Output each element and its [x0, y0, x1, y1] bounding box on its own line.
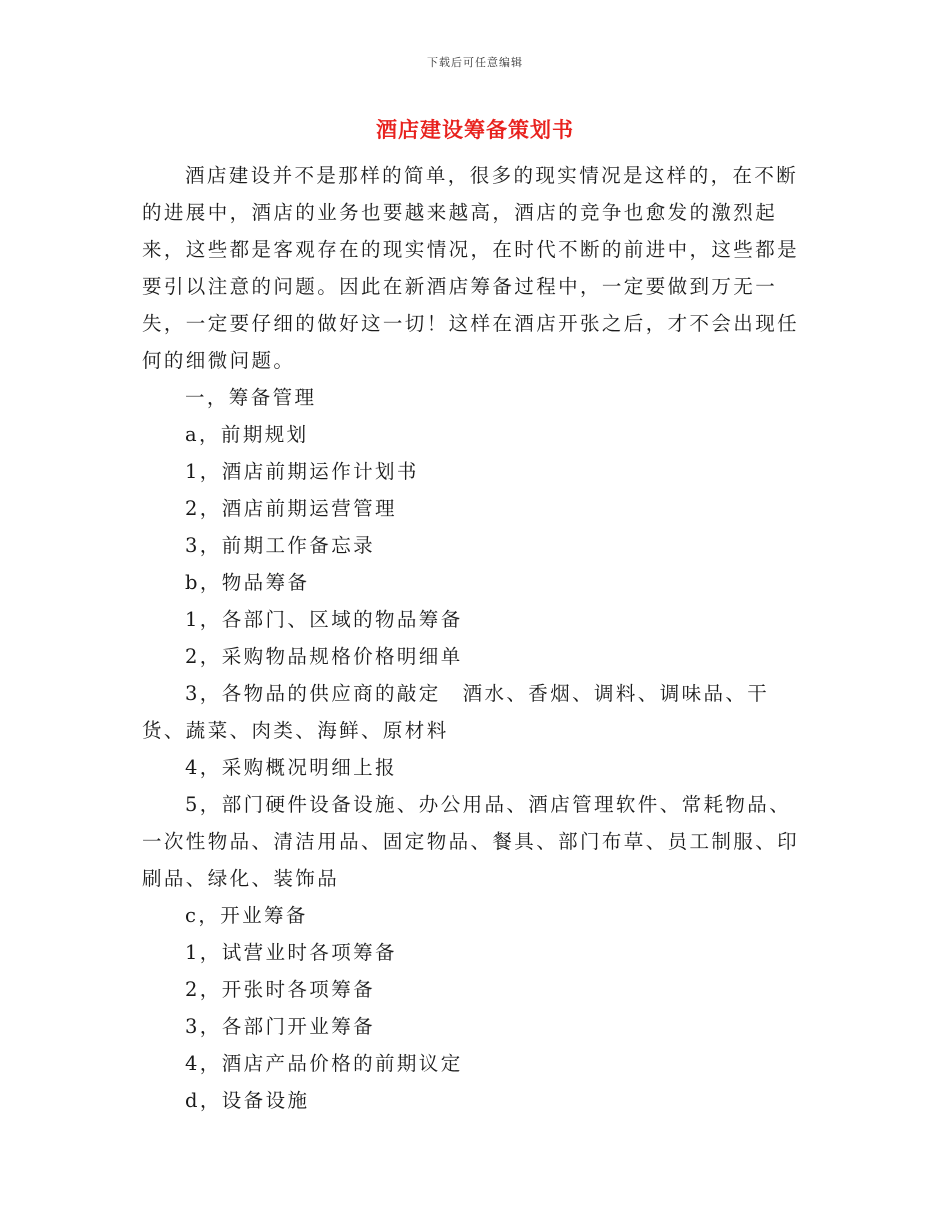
list-item: 4，采购概况明细上报 [185, 756, 397, 779]
document-title: 酒店建设筹备策划书 [376, 117, 574, 142]
list-item: 1，试营业时各项筹备 [185, 941, 397, 964]
subsection-heading: b，物品筹备 [185, 571, 310, 594]
subsection-heading: d，设备设施 [185, 1089, 310, 1112]
intro-paragraph: 酒店建设并不是那样的简单，很多的现实情况是这样的，在不断的进展中，酒店的业务也要越来越高，酒店的竞争也愈发的激烈起来，这些都是客观存在的现实情况，在时代不断的前进中，这些都是要引以注意的问题。因此在新酒店筹备过程中，一定要做到万无一失，一定要仔细的做好这一切！这样在酒店开张之后，才不会出现任何的细微问题。 [142, 164, 800, 372]
list-item: 4，酒店产品价格的前期议定 [185, 1052, 463, 1075]
list-item: 2，开张时各项筹备 [185, 978, 376, 1001]
subsection-heading: c，开业筹备 [185, 904, 308, 927]
list-item-hardware: 5，部门硬件设备设施、办公用品、酒店管理软件、常耗物品、一次性物品、清洁用品、固定物品、餐具、部门布草、员工制服、印刷品、绿化、装饰品 [142, 793, 800, 890]
section-heading: 一，筹备管理 [185, 386, 317, 409]
list-item: 2，酒店前期运营管理 [185, 497, 397, 520]
header-note: 下载后可任意编辑 [427, 56, 523, 69]
list-item: 3，前期工作备忘录 [185, 534, 376, 557]
list-item: 1，酒店前期运作计划书 [185, 460, 419, 483]
list-item: 3，各部门开业筹备 [185, 1015, 376, 1038]
list-item: 1，各部门、区域的物品筹备 [185, 608, 463, 631]
list-item: 2，采购物品规格价格明细单 [185, 645, 463, 668]
document-body [142, 157, 810, 1119]
subsection-heading: a，前期规划 [185, 423, 309, 446]
list-item-suppliers: 3，各物品的供应商的敲定 酒水、香烟、调料、调味品、干货、蔬菜、肉类、海鲜、原材料 [142, 682, 770, 742]
